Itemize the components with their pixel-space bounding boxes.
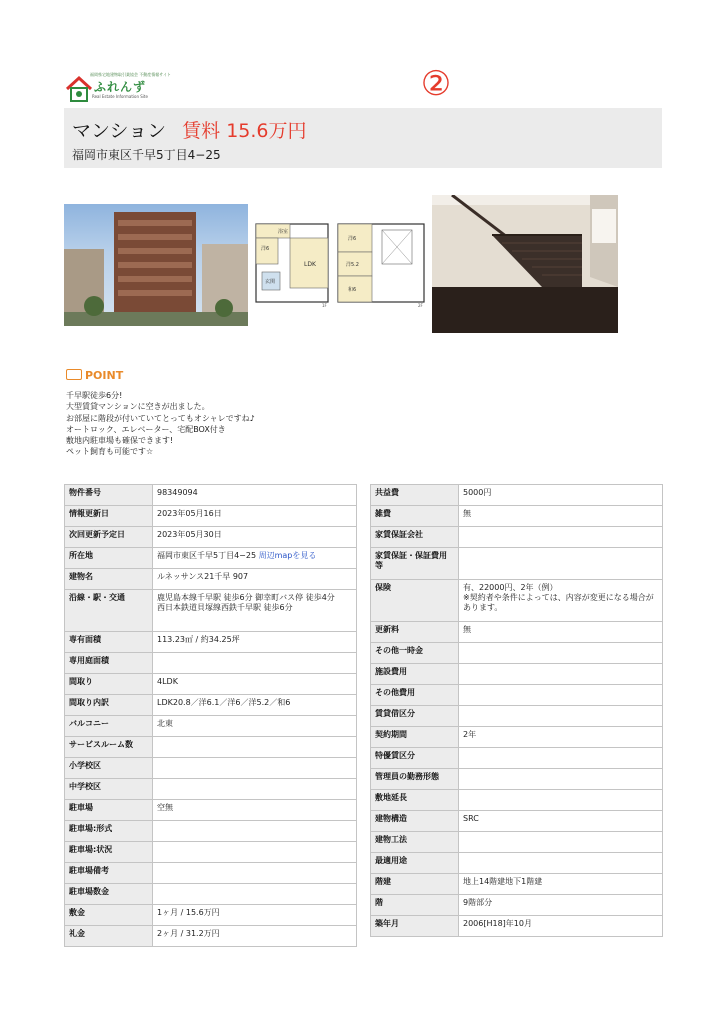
row-label: 更新料 — [371, 622, 459, 643]
row-label: サービスルーム数 — [65, 737, 153, 758]
row-label: 賃貸借区分 — [371, 706, 459, 727]
row-value — [153, 842, 357, 863]
table-row — [65, 527, 357, 548]
table-row — [371, 622, 663, 643]
row-label: その他一時金 — [371, 643, 459, 664]
row-label: 沿線・駅・交通 — [65, 590, 153, 632]
row-value — [153, 653, 357, 674]
table-row — [371, 548, 663, 580]
floorplan-label: 洋5.2 — [346, 262, 359, 268]
row-label: 次回更新予定日 — [65, 527, 153, 548]
row-value: 地上14階建地下1階建 — [459, 874, 663, 895]
row-value — [459, 790, 663, 811]
table-row — [65, 695, 357, 716]
table-row — [371, 811, 663, 832]
building-illustration — [64, 204, 248, 326]
row-value: 113.23㎡ / 約34.25坪 — [153, 632, 357, 653]
house-logo-icon — [64, 74, 94, 104]
row-label: 専有面積 — [65, 632, 153, 653]
row-value: 北東 — [153, 716, 357, 737]
table-row — [371, 790, 663, 811]
point-line: 千早駅徒歩6分! — [66, 391, 123, 400]
site-logo[interactable] — [64, 72, 171, 102]
pointing-hand-icon — [66, 369, 82, 380]
row-value: 2023年05月16日 — [153, 506, 357, 527]
row-label: 駐車場数金 — [65, 884, 153, 905]
row-value — [153, 737, 357, 758]
row-label: 最適用途 — [371, 853, 459, 874]
table-row — [65, 569, 357, 590]
interior-photo[interactable] — [432, 195, 618, 333]
table-row — [65, 674, 357, 695]
row-value: 空無 — [153, 800, 357, 821]
table-row — [371, 580, 663, 622]
row-value: 無 — [459, 622, 663, 643]
row-value — [459, 548, 663, 580]
row-value: 鹿児島本線千早駅 徒歩6分 御幸町バス停 徒歩4分 西日本鉄道貝塚線西鉄千早駅 徒歩6分 — [153, 590, 357, 632]
table-row — [371, 853, 663, 874]
row-value — [153, 779, 357, 800]
floorplan-label: 玄関 — [265, 279, 276, 285]
row-value — [459, 664, 663, 685]
floorplan-image[interactable] — [252, 220, 430, 308]
row-value — [459, 832, 663, 853]
row-label: 間取り — [65, 674, 153, 695]
table-row — [371, 748, 663, 769]
table-row — [371, 506, 663, 527]
table-row — [65, 884, 357, 905]
row-label: 特優賃区分 — [371, 748, 459, 769]
row-label: 家賃保証会社 — [371, 527, 459, 548]
row-value: SRC — [459, 811, 663, 832]
rent-price: 賃料 15.6万円 — [182, 120, 307, 142]
logo-name: ふれんず — [94, 80, 147, 94]
building-photo[interactable] — [64, 204, 248, 326]
table-row — [65, 863, 357, 884]
table-row — [65, 926, 357, 947]
point-line: ペット飼育も可能です☆ — [66, 447, 154, 457]
row-label: 雑費 — [371, 506, 459, 527]
row-label: 契約期間 — [371, 727, 459, 748]
property-details-table — [64, 484, 357, 947]
floorplan-label: LDK — [304, 261, 316, 268]
table-row — [65, 905, 357, 926]
row-label: 施設費用 — [371, 664, 459, 685]
row-value — [459, 769, 663, 790]
row-label: 敷地延長 — [371, 790, 459, 811]
row-value — [153, 821, 357, 842]
floorplan-label: 浴室 — [278, 229, 289, 235]
row-value — [459, 527, 663, 548]
table-row — [371, 706, 663, 727]
row-value — [459, 853, 663, 874]
row-value: 9階部分 — [459, 895, 663, 916]
table-row — [65, 758, 357, 779]
row-value: 無 — [459, 506, 663, 527]
property-address: 福岡市東区千早5丁目4−25 — [72, 148, 221, 162]
row-label: 間取り内訳 — [65, 695, 153, 716]
point-line: 敷地内駐車場も確保できます! — [66, 436, 174, 446]
row-label: 建物名 — [65, 569, 153, 590]
table-row — [65, 821, 357, 842]
listing-header — [64, 108, 662, 168]
row-label: 保険 — [371, 580, 459, 622]
table-row — [371, 664, 663, 685]
row-value — [153, 863, 357, 884]
table-row — [65, 632, 357, 653]
row-label: 中学校区 — [65, 779, 153, 800]
floor-mark: 2F — [418, 303, 423, 308]
table-row — [65, 842, 357, 863]
row-value: 2023年05月30日 — [153, 527, 357, 548]
row-value: 有、22000円、2年（例） ※契約者や条件によっては、内容が変更になる場合があります。 — [459, 580, 663, 622]
table-row — [65, 590, 357, 632]
floorplan-label: 洋6 — [348, 236, 357, 242]
row-label: 共益費 — [371, 485, 459, 506]
table-row — [371, 832, 663, 853]
row-value — [153, 758, 357, 779]
row-label: 物件番号 — [65, 485, 153, 506]
row-label: 駐車場:形式 — [65, 821, 153, 842]
row-label: 階 — [371, 895, 459, 916]
point-description — [66, 390, 255, 458]
row-value — [459, 706, 663, 727]
row-value: 2006[H18]年10月 — [459, 916, 663, 937]
table-row — [371, 527, 663, 548]
row-label: 駐車場:状況 — [65, 842, 153, 863]
row-label: バルコニー — [65, 716, 153, 737]
point-line: お部屋に階段が付いていてとってもオシャレですね♪ — [66, 413, 255, 423]
row-label: 管理員の勤務形態 — [371, 769, 459, 790]
row-value: ルネッサンス21千早 907 — [153, 569, 357, 590]
row-value — [153, 548, 357, 569]
table-row — [371, 895, 663, 916]
address-value: 福岡市東区千早5丁目4−25 — [157, 551, 257, 560]
table-row — [65, 779, 357, 800]
row-value — [459, 643, 663, 664]
point-heading — [66, 369, 123, 382]
row-label: 敷金 — [65, 905, 153, 926]
point-line: 大型賃貸マンションに空きが出ました。 — [66, 402, 210, 412]
table-row — [371, 916, 663, 937]
row-value — [459, 748, 663, 769]
row-label: 専用庭面積 — [65, 653, 153, 674]
row-label: 礼金 — [65, 926, 153, 947]
row-label: 建物工法 — [371, 832, 459, 853]
row-label: 小学校区 — [65, 758, 153, 779]
row-label: 駐車場備考 — [65, 863, 153, 884]
logo-subtitle: Real Estate Information Site — [92, 94, 148, 99]
table-row — [371, 643, 663, 664]
row-value: 98349094 — [153, 485, 357, 506]
table-row — [65, 800, 357, 821]
table-row — [65, 548, 357, 569]
row-value — [153, 884, 357, 905]
row-label: 駐車場 — [65, 800, 153, 821]
row-value: 2ヶ月 / 31.2万円 — [153, 926, 357, 947]
row-label: 階建 — [371, 874, 459, 895]
logo-tagline: 福岡県宅地建物取引業協会 不動産情報サイト — [90, 72, 171, 77]
floor-mark: 1F — [322, 303, 327, 308]
table-row — [65, 737, 357, 758]
listing-title — [72, 116, 307, 143]
row-value: 4LDK — [153, 674, 357, 695]
table-row — [371, 727, 663, 748]
point-title: POINT — [85, 369, 124, 382]
cost-details-table — [370, 484, 663, 937]
table-row — [65, 506, 357, 527]
floorplan-label: 洋6 — [261, 246, 270, 252]
floorplan-label: 和6 — [348, 287, 357, 293]
row-label: その他費用 — [371, 685, 459, 706]
row-label: 家賃保証・保証費用等 — [371, 548, 459, 580]
point-line: オートロック、エレベーター、宅配BOX付き — [66, 424, 226, 434]
row-value — [459, 685, 663, 706]
row-label: 築年月 — [371, 916, 459, 937]
row-value: 5000円 — [459, 485, 663, 506]
table-row — [65, 716, 357, 737]
row-value: 2年 — [459, 727, 663, 748]
page-number: ② — [420, 64, 452, 104]
row-value: 1ヶ月 / 15.6万円 — [153, 905, 357, 926]
row-value: LDK20.8／洋6.1／洋6／洋5.2／和6 — [153, 695, 357, 716]
interior-illustration — [432, 195, 618, 333]
table-row — [371, 485, 663, 506]
table-row — [371, 685, 663, 706]
row-label: 情報更新日 — [65, 506, 153, 527]
table-row — [65, 653, 357, 674]
floorplan-drawing — [252, 220, 430, 308]
row-label: 所在地 — [65, 548, 153, 569]
row-label: 建物構造 — [371, 811, 459, 832]
table-row — [371, 769, 663, 790]
map-link[interactable]: 周辺mapを見る — [258, 551, 317, 560]
property-type: マンション — [72, 120, 167, 142]
table-row — [65, 485, 357, 506]
table-row — [371, 874, 663, 895]
